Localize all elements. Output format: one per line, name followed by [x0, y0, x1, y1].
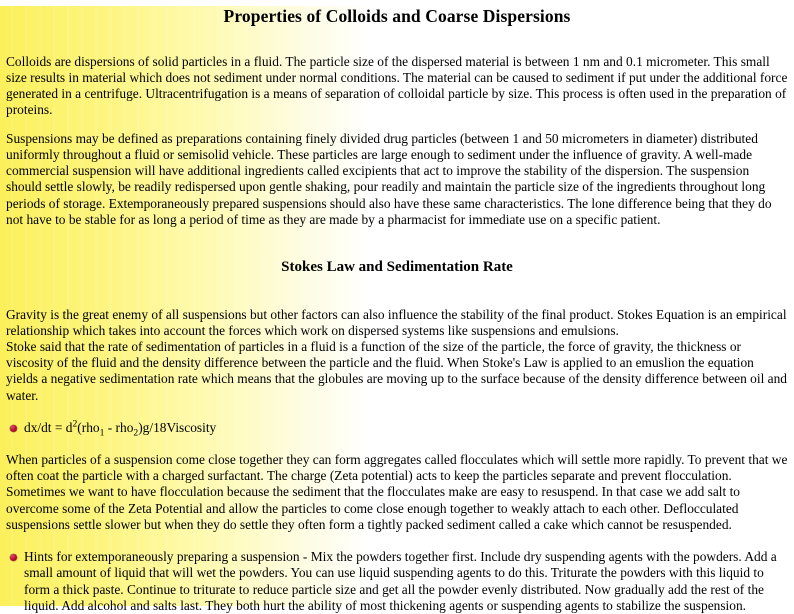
paragraph-gravity: Gravity is the great enemy of all suspensions but other factors can also influence the stability of the final product. Stokes Equation is an empirical relationship which takes into account the forces which work on dispersed systems like suspensions and emulsions.: [6, 306, 787, 338]
hints-text: Hints for extemporaneously preparing a suspension - Mix the powders together first. Include dry suspending agents with the powders. Add a small amount of liquid that will wet the powders. You can use liquid suspending agents to do this. Triturate the powders with this liquid to form a thick paste. Continue to triturate to reduce particle size and get all the powder evenly distributed. Now gradually add the rest of the liquid. Add alcohol and salts last. They both hurt the ability of most thickening agents or suspending agents to stabilize the suspension.: [24, 549, 777, 613]
formula-subscript-1: 1: [99, 427, 105, 439]
spacer: [6, 404, 788, 420]
paragraph-stoke: Stoke said that the rate of sedimentation of particles in a fluid is a function of the size of the particle, the force of gravity, the thickness or viscosity of the fluid and the density difference between the particle and the fluid. When Stoke's Law is applied to an emuslion the equation yields a negative sedimentation rate which means that the globules are moving up to the surface because of the density difference between oil and water.: [6, 339, 787, 403]
spacer: [6, 119, 788, 131]
paragraph-colloids: Colloids are dispersions of solid particles in a fluid. The particle size of the dispersed material is between 1 nm and 0.1 micrometer. This small size results in material which does not sediment under normal conditions. The material can be caused to sediment if put under the additional force generated in a centrifuge. Ultracentrifugation is a means of separation of colloidal particle by size. This process is often used in the preparation of proteins.: [6, 53, 788, 118]
document-page: [0, 6, 794, 613]
spacer: [6, 228, 788, 258]
spacer: [6, 533, 788, 549]
formula-tail: )g/18Viscosity: [138, 419, 217, 435]
section-title-stokes-law: Stokes Law and Sedimentation Rate: [281, 258, 513, 275]
paragraph-suspensions: Suspensions may be defined as preparations containing finely divided drug particles (between 1 and 50 micrometers in diameter) distributed uniformly throughout a fluid or semisolid vehicle. These particles are large enough to sediment under the influence of gravity. A well-made commercial suspension will have additional ingredients called excipients that act to improve the stability of the dispersion. The suspension should settle slowly, be readily redispersed upon gentle shaking, pour readily and maintain the particle size of the ingredients throughout long periods of storage. Extemporaneously prepared suspensions should also have these same characteristics. The lone difference being that they do not have to be stable for as long a period of time as they are made by a pharmacist for immediate use on a specific patient.: [6, 130, 772, 227]
list-item-hints: [6, 549, 788, 614]
bullet-dot-icon: [10, 425, 17, 432]
formula-exponent: 2: [72, 418, 78, 430]
list-item-formula: [6, 418, 788, 439]
spacer: [6, 436, 788, 452]
page-title: Properties of Colloids and Coarse Dispersions: [223, 6, 571, 26]
formula-open-paren: (rho: [77, 419, 100, 435]
formula-lhs: dx/dt = d: [24, 419, 73, 435]
formula-subscript-2: 2: [133, 427, 139, 439]
bullet-dot-icon: [10, 554, 17, 561]
spacer: [6, 277, 788, 307]
document-content: [0, 6, 794, 614]
spacer: [6, 28, 788, 54]
paragraph-flocculates: When particles of a suspension come close together they can form aggregates called flocculates which will settle more rapidly. To prevent that we often coat the particle with a charged surfactant. The charge (Zeta potential) acts to keep the particles separate and prevent flocculation. Sometimes we want to have flocculation because the sediment that the flocculates make are easy to resuspend. In that case we add salt to overcome some of the Zeta Potential and allow the particles to come close enough together to weakly attach to each other. Deflocculated suspensions settle slower but when they do settle they often form a tightly packed sediment called a cake which cannot be resuspended.: [6, 452, 788, 532]
formula-minus: - rho: [104, 419, 134, 435]
